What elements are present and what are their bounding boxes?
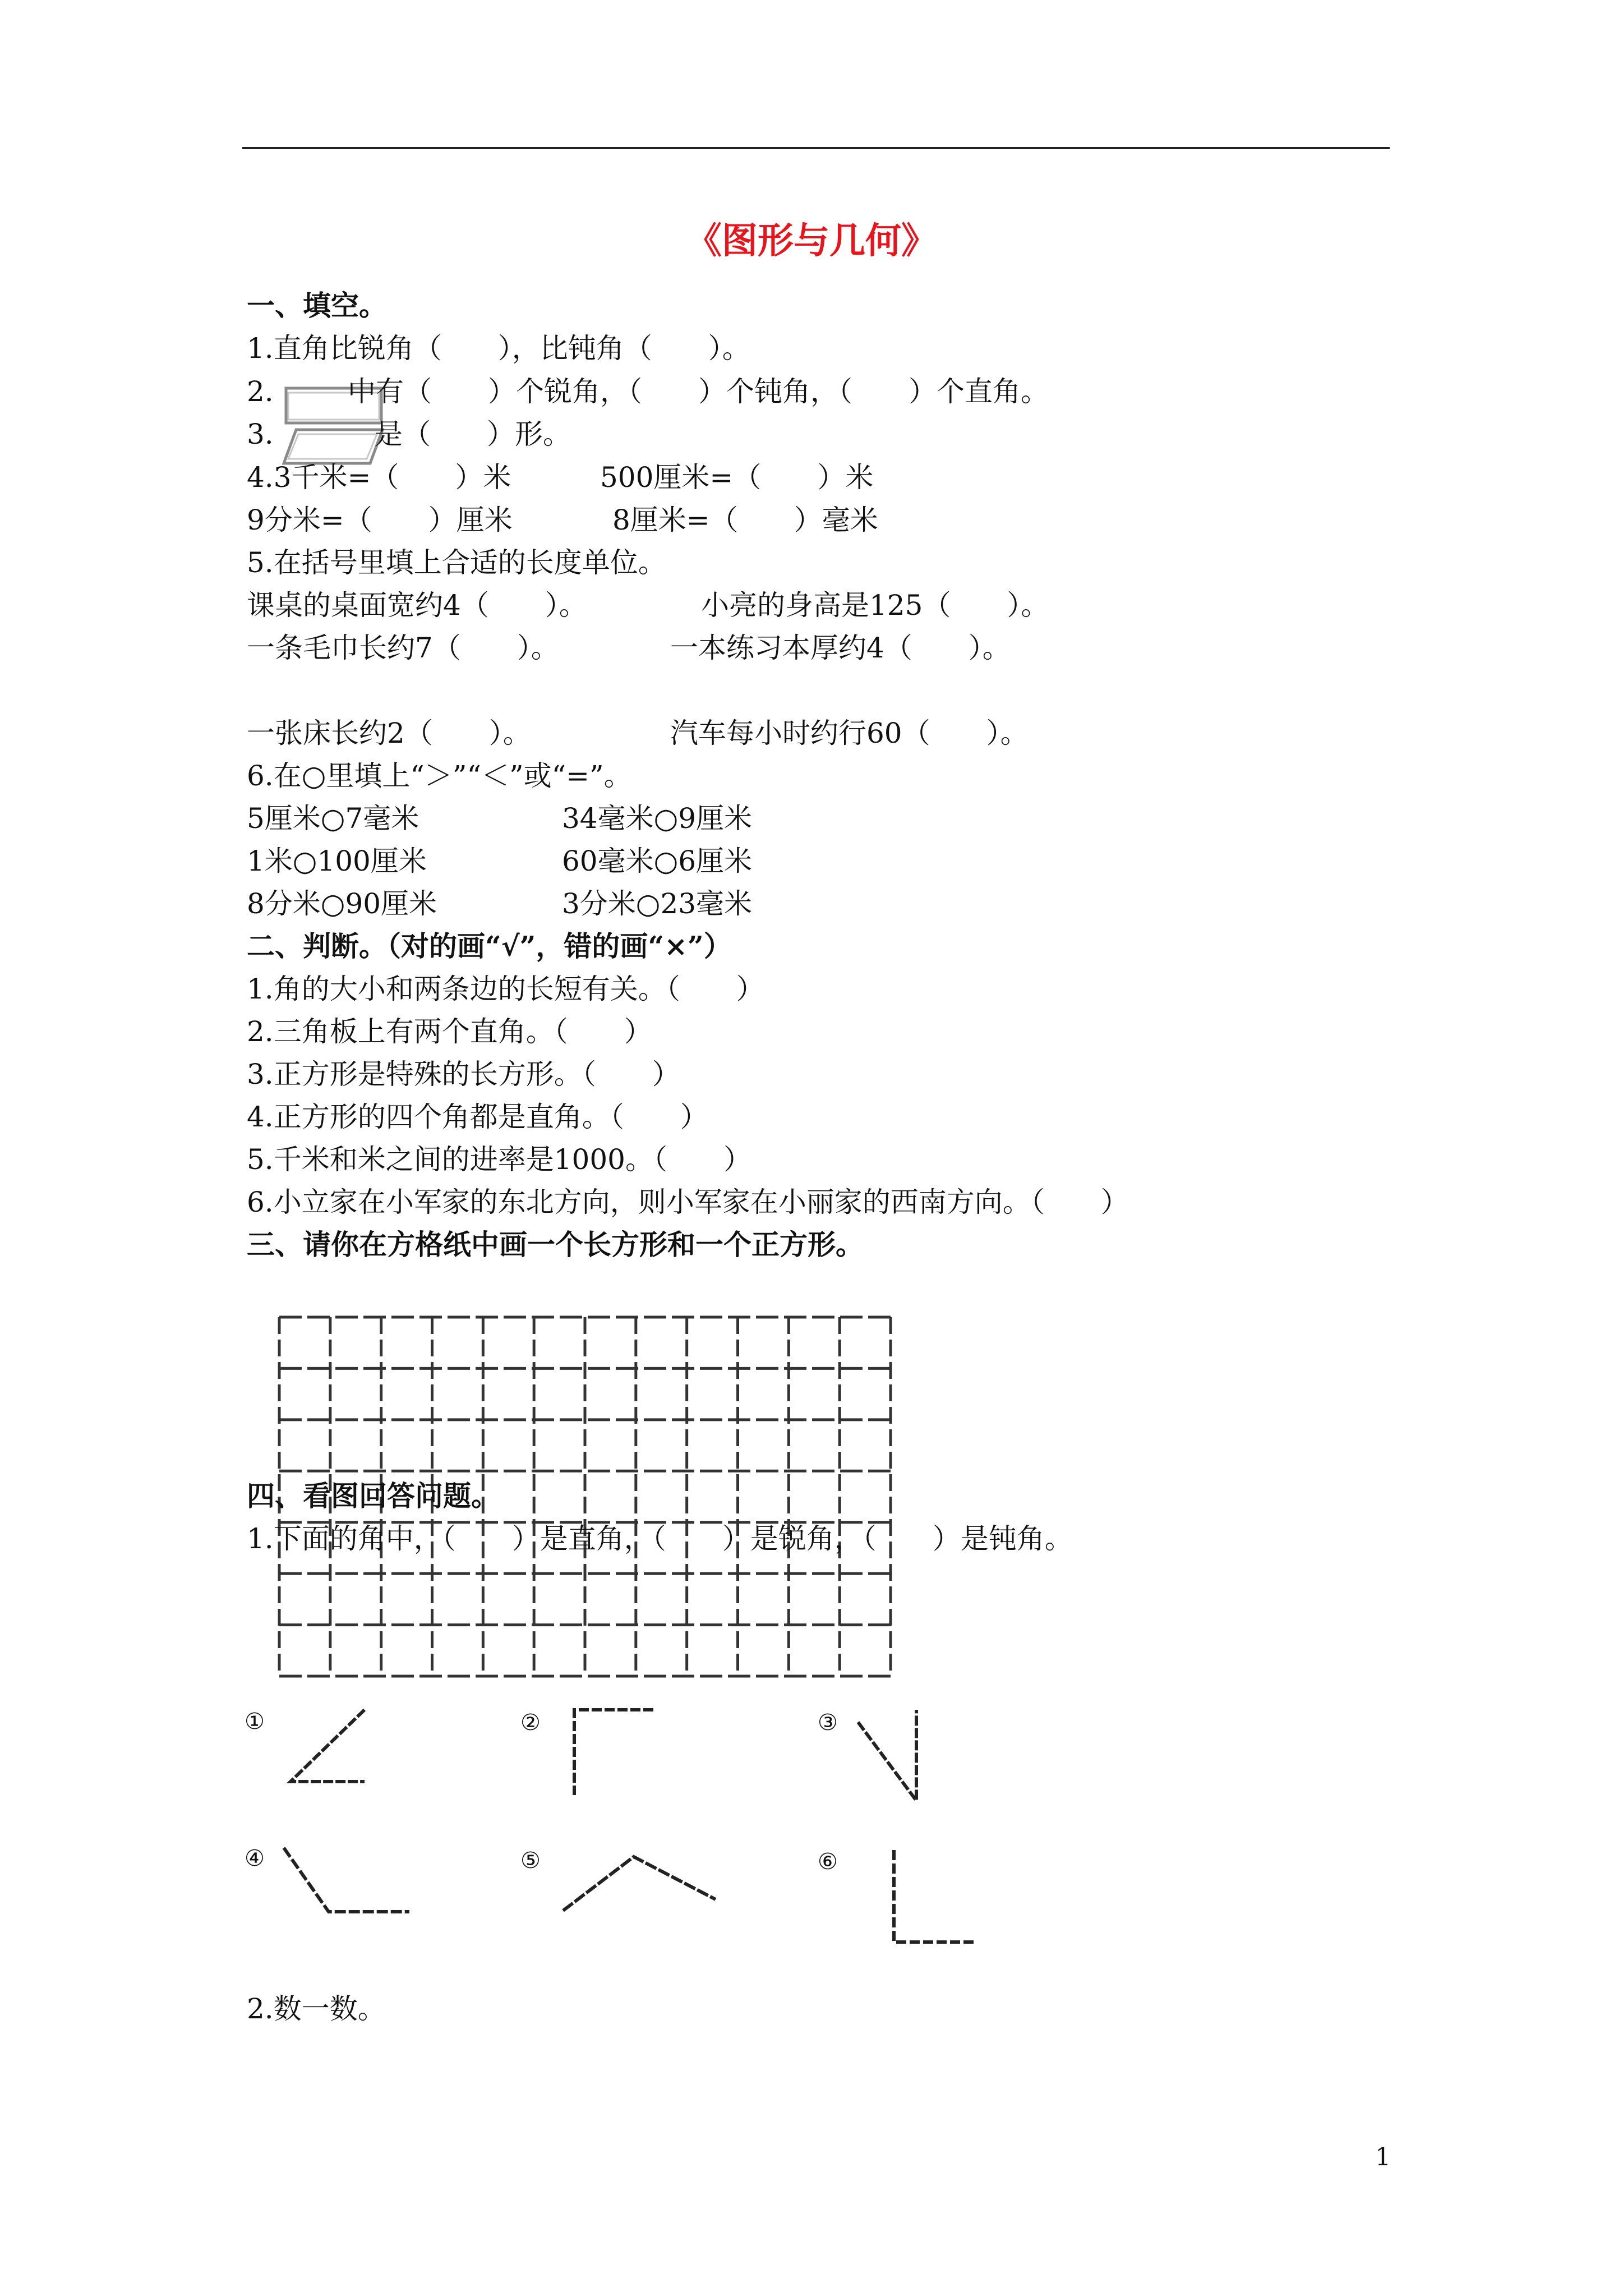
angle-label: ④: [245, 1846, 265, 1871]
question-1-6b: 34毫米○9厘米: [562, 802, 753, 835]
question-1-2-number: 2.: [247, 375, 274, 408]
section3-heading: 三、请你在方格纸中画一个长方形和一个正方形。: [247, 1228, 864, 1261]
question-1-5d: 一本练习本厚约4（ ）。: [670, 632, 1011, 664]
angle-label: ⑤: [520, 1848, 541, 1874]
acute-angle-figure: [847, 1705, 931, 1806]
question-1-5b: 小亮的身高是125（ ）。: [701, 589, 1049, 622]
question-1-5c: 一条毛巾长约7（ ）。: [247, 632, 559, 664]
question-4-1: 1.下面的角中，（ ）是直角，（ ）是锐角，（ ）是钝角。: [247, 1522, 1073, 1555]
page-title: 《图形与几何》: [686, 220, 937, 262]
question-1-5: 5.在括号里填上合适的长度单位。: [247, 546, 666, 579]
page-number: 1: [1375, 2143, 1391, 2171]
question-1-6e: 8分米○90厘米: [247, 887, 437, 920]
section2-heading: 二、判断。（对的画“√”，错的画“×”）: [247, 930, 732, 963]
question-4-2: 2.数一数。: [247, 1993, 386, 2025]
acute-angle-figure: [280, 1705, 376, 1784]
right-angle-figure: [566, 1705, 662, 1801]
question-1-3-number: 3.: [247, 418, 274, 450]
question-1-6f: 3分米○23毫米: [562, 887, 753, 920]
angle-label: ⑥: [818, 1849, 838, 1875]
question-1-4c: 9分米=（ ）厘米: [247, 504, 513, 536]
question-1-1: 1.直角比锐角（ ），比钝角（ ）。: [247, 332, 750, 365]
judgement-item: 6.小立家在小军家的东北方向，则小军家在小丽家的西南方向。（ ）: [247, 1186, 1129, 1218]
question-1-4d: 8厘米=（ ）毫米: [612, 504, 878, 536]
angle-label: ①: [245, 1709, 265, 1734]
section4-heading: 四、看图回答问题。: [247, 1479, 499, 1512]
judgement-item: 1.角的大小和两条边的长短有关。（ ）: [247, 973, 764, 1005]
question-1-5a: 课桌的桌面宽约4（ ）。: [247, 589, 587, 622]
right-angle-figure: [886, 1846, 981, 1952]
question-1-3: 是（ ）形。: [375, 418, 571, 450]
question-1-2: 中有（ ）个锐角，（ ）个钝角，（ ）个直角。: [348, 375, 1049, 408]
question-1-4b: 500厘米=（ ）米: [600, 461, 874, 494]
question-1-5f: 汽车每小时约行60（ ）。: [670, 717, 1029, 749]
question-1-6c: 1米○100厘米: [247, 845, 427, 877]
question-1-6d: 60毫米○6厘米: [562, 845, 753, 877]
obtuse-angle-figure: [275, 1840, 421, 1924]
obtuse-angle-figure: [555, 1846, 723, 1918]
section1-heading: 一、填空。: [247, 289, 387, 322]
judgement-item: 4.正方形的四个角都是直角。（ ）: [247, 1101, 708, 1133]
judgement-item: 3.正方形是特殊的长方形。（ ）: [247, 1058, 680, 1091]
angle-label: ③: [818, 1710, 838, 1736]
question-1-6a: 5厘米○7毫米: [247, 802, 419, 835]
judgement-item: 2.三角板上有两个直角。（ ）: [247, 1015, 652, 1048]
header-rule: [242, 147, 1390, 149]
angle-label: ②: [520, 1710, 541, 1736]
question-1-6: 6.在○里填上“＞”“＜”或“=”。: [247, 760, 632, 792]
judgement-item: 5.千米和米之间的进率是1000。（ ）: [247, 1143, 751, 1176]
question-1-4a: 4.3千米=（ ）米: [247, 461, 511, 494]
question-1-5e: 一张床长约2（ ）。: [247, 717, 531, 749]
